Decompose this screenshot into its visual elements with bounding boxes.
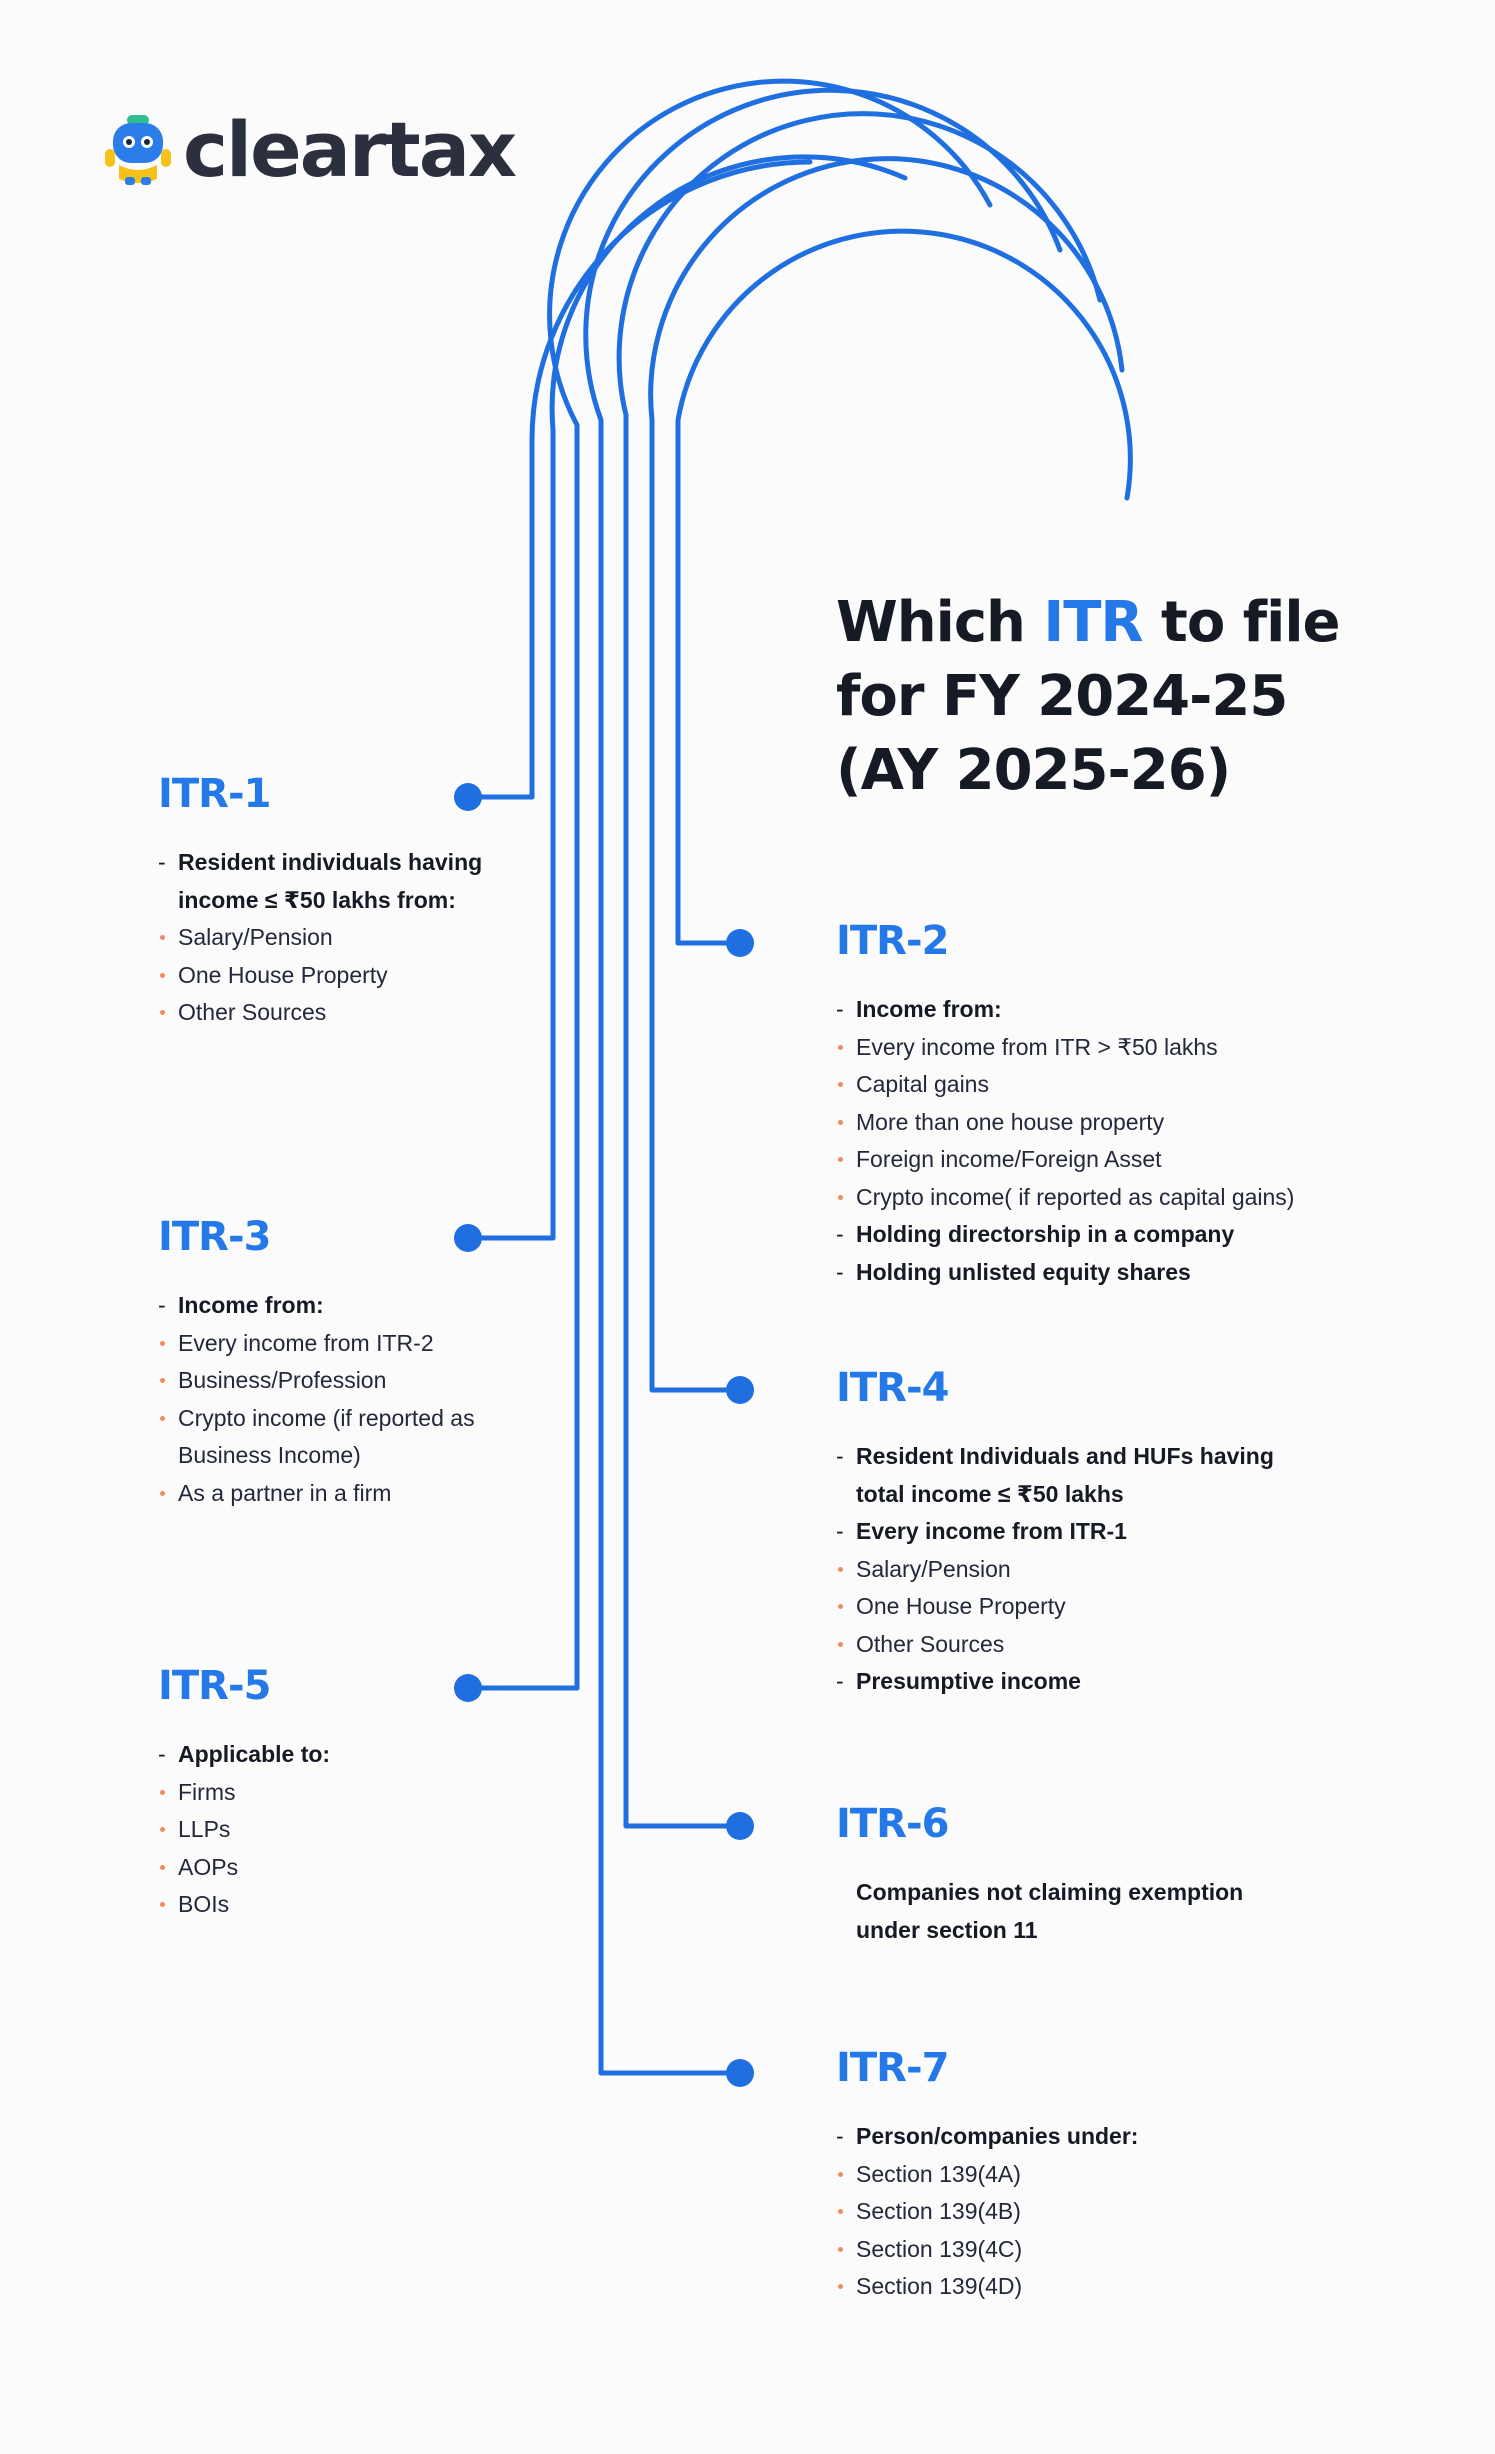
- list-item: - Applicable to:: [158, 1736, 330, 1774]
- connector-itr1: [532, 162, 810, 797]
- list-item: - Income from:: [836, 991, 1294, 1029]
- list-item: One House Property: [158, 957, 482, 995]
- list-item: Companies not claiming exemption: [856, 1879, 1244, 1905]
- itr2-section: [836, 917, 1294, 1291]
- list-item: BOIs: [158, 1886, 330, 1924]
- list-item: Salary/Pension: [158, 919, 482, 957]
- list-item: income ≤ ₹50 lakhs from:: [178, 886, 456, 913]
- list-item: Section 139(4C): [836, 2231, 1138, 2269]
- itr6-list: [836, 1874, 1243, 1949]
- list-item: LLPs: [158, 1811, 330, 1849]
- itr2-title: ITR-2: [836, 918, 949, 964]
- list-item: One House Property: [836, 1588, 1274, 1626]
- list-item: Crypto income (if reported as: [158, 1400, 475, 1438]
- itr3-title: ITR-3: [158, 1214, 271, 1260]
- list-item: - Person/companies under:: [836, 2118, 1138, 2156]
- list-item: Section 139(4B): [836, 2193, 1138, 2231]
- itr1-list: [158, 844, 482, 1032]
- list-item: total income ≤ ₹50 lakhs: [856, 1480, 1124, 1507]
- itr5-section: [158, 1662, 330, 1924]
- title-line-3: (AY 2025-26): [836, 738, 1231, 803]
- itr7-list: [836, 2118, 1138, 2306]
- node-itr7: [726, 2059, 754, 2087]
- itr3-list: [158, 1287, 475, 1512]
- list-item: under section 11: [856, 1916, 1038, 1943]
- itr2-list: [836, 991, 1294, 1291]
- page-title: [836, 586, 1340, 808]
- title-line-2: for FY 2024-25: [836, 664, 1288, 729]
- list-item: More than one house property: [836, 1104, 1294, 1142]
- list-item: Business Income): [178, 1442, 361, 1468]
- brand-logo: [105, 105, 516, 194]
- itr3-section: [158, 1213, 475, 1512]
- list-item: Crypto income( if reported as capital gains): [836, 1179, 1294, 1217]
- brand-name: cleartax: [183, 105, 516, 194]
- list-item: - Every income from ITR-1: [836, 1513, 1274, 1551]
- list-item: Salary/Pension: [836, 1551, 1274, 1589]
- list-item: Capital gains: [836, 1066, 1294, 1104]
- list-item: Other Sources: [836, 1626, 1274, 1664]
- list-item: - Holding directorship in a company: [836, 1216, 1294, 1254]
- list-item: Every income from ITR-2: [158, 1325, 475, 1363]
- list-item: - Resident individuals having: [158, 844, 482, 882]
- itr1-section: [158, 770, 482, 1032]
- list-item: - Income from:: [158, 1287, 475, 1325]
- list-item: Business/Profession: [158, 1362, 475, 1400]
- list-item: Section 139(4A): [836, 2156, 1138, 2194]
- node-itr5: [454, 1674, 482, 1702]
- itr6-section: [836, 1800, 1243, 1949]
- list-item: Foreign income/Foreign Asset: [836, 1141, 1294, 1179]
- itr6-title: ITR-6: [836, 1801, 949, 1847]
- list-item: Every income from ITR > ₹50 lakhs: [836, 1029, 1294, 1067]
- itr5-title: ITR-5: [158, 1663, 271, 1709]
- list-item: As a partner in a firm: [158, 1475, 475, 1513]
- itr7-title: ITR-7: [836, 2045, 949, 2091]
- node-itr4: [726, 1376, 754, 1404]
- list-item: AOPs: [158, 1849, 330, 1887]
- list-item: Section 139(4D): [836, 2268, 1138, 2306]
- list-item: Other Sources: [158, 994, 482, 1032]
- list-item: - Presumptive income: [836, 1663, 1274, 1701]
- title-line-1: Which ITR to file: [836, 590, 1340, 655]
- node-itr6: [726, 1812, 754, 1840]
- robot-logo-icon: [105, 113, 171, 187]
- itr1-title: ITR-1: [158, 771, 271, 817]
- node-itr2: [726, 929, 754, 957]
- itr4-list: [836, 1438, 1274, 1701]
- itr4-title: ITR-4: [836, 1365, 949, 1411]
- list-item: - Resident Individuals and HUFs having: [836, 1438, 1274, 1476]
- itr7-section: [836, 2044, 1138, 2306]
- list-item: - Holding unlisted equity shares: [836, 1254, 1294, 1292]
- itr5-list: [158, 1736, 330, 1924]
- list-item: Firms: [158, 1774, 330, 1812]
- itr4-section: [836, 1364, 1274, 1701]
